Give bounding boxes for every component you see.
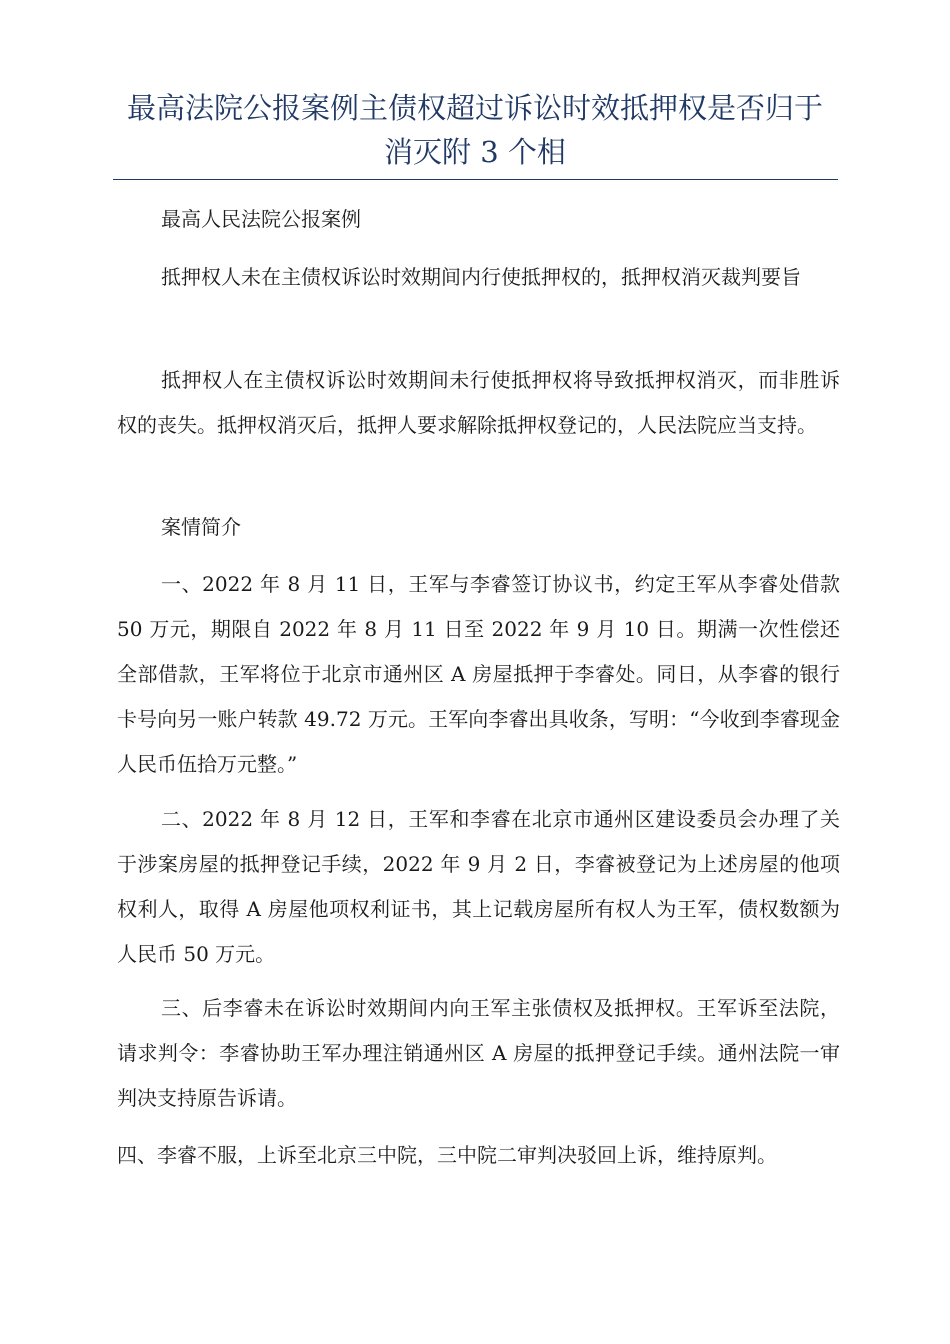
document-title: [100, 86, 850, 174]
paragraph-source: 最高人民法院公报案例: [161, 207, 361, 231]
title-divider: [113, 179, 838, 180]
paragraph-holding-heading: 抵押权人未在主债权诉讼时效期间内行使抵押权的，抵押权消灭裁判要旨: [161, 265, 801, 289]
title-line-2: 消灭附 3 个相: [384, 135, 566, 169]
paragraph-fact-3: 三、后李睿未在诉讼时效期间内向王军主张债权及抵押权。王军诉至法院，请求判令：李睿协助王军办理注销通州区 A 房屋的抵押登记手续。通州法院一审判决支持原告诉请。: [117, 996, 840, 1110]
paragraph-fact-1: 一、2022 年 8 月 11 日，王军与李睿签订协议书，约定王军从李睿处借款 50 万元，期限自 2022 年 8 月 11 日至 2022 年 9 月 10 日。期满一次性偿还全部借款，王军将位于北京市通州区 A 房屋抵押于李睿处。同日，从李睿的银行卡号向另一账户转款 49.72 万元。王军向李睿出具收条，写明：“今收到李睿现金人民币伍拾万元整。”: [117, 572, 840, 776]
paragraph-fact-4: 四、李睿不服，上诉至北京三中院，三中院二审判决驳回上诉，维持原判。: [117, 1143, 777, 1167]
paragraph-fact-2: 二、2022 年 8 月 12 日，王军和李睿在北京市通州区建设委员会办理了关于涉案房屋的抵押登记手续，2022 年 9 月 2 日，李睿被登记为上述房屋的他项权利人，取得 A 房屋他项权利证书，其上记载房屋所有权人为王军，债权数额为人民币 50 万元。: [117, 807, 840, 966]
paragraph-holding: 抵押权人在主债权诉讼时效期间未行使抵押权将导致抵押权消灭，而非胜诉权的丧失。抵押权消灭后，抵押人要求解除抵押权登记的，人民法院应当支持。: [117, 368, 840, 437]
paragraph-case-heading: 案情简介: [161, 515, 241, 539]
title-line-1: 最高法院公报案例主债权超过诉讼时效抵押权是否归于: [126, 91, 823, 125]
